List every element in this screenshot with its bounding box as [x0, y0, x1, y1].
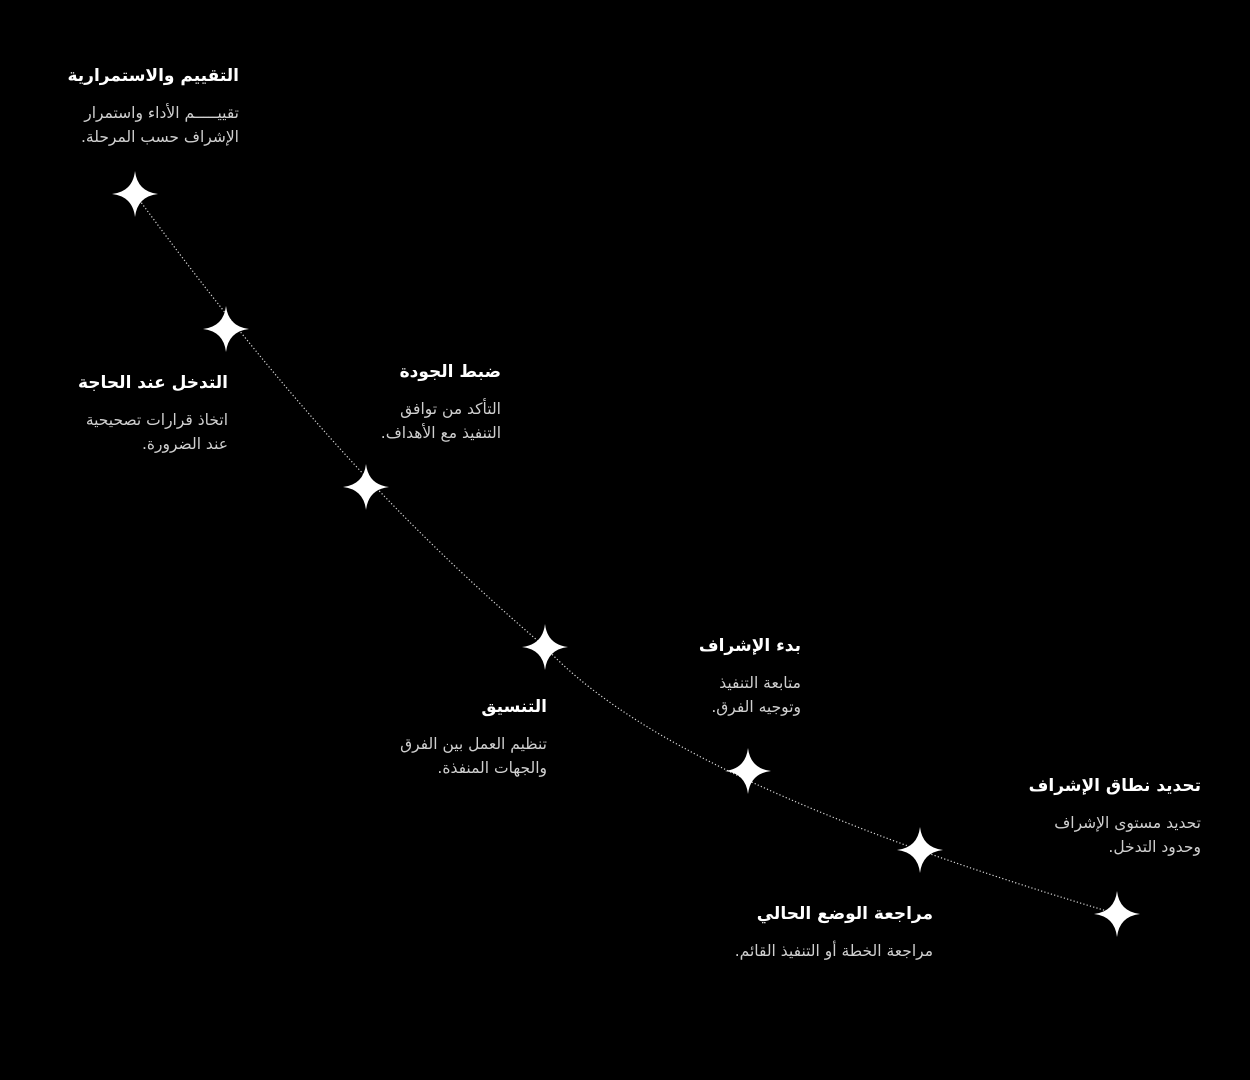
step-7-desc-line-2: الإشراف حسب المرحلة. [80, 128, 239, 146]
step-5-star-icon [343, 464, 389, 510]
step-4 [400, 696, 547, 780]
step-6-desc-line-2: عند الضرورة. [141, 435, 228, 453]
step-2-description [735, 939, 933, 963]
step-3-desc-line-2: وتوجيه الفرق. [711, 698, 801, 716]
step-1-desc-line-2: وحدود التدخل. [1108, 838, 1201, 856]
step-1-title: تحديد نطاق الإشراف [1028, 776, 1201, 796]
step-3 [699, 635, 801, 719]
step-1-desc-line-1: تحديد مستوى الإشراف [1054, 814, 1201, 832]
step-3-desc-line-1: متابعة التنفيذ [719, 674, 801, 692]
step-3-star-icon [725, 748, 771, 794]
step-7-star-icon [112, 171, 158, 217]
step-1-description [1029, 811, 1201, 859]
step-2-desc-line-1: مراجعة الخطة أو التنفيذ القائم. [734, 942, 933, 960]
step-2-title: مراجعة الوضع الحالي [756, 904, 933, 924]
step-2 [735, 903, 933, 963]
step-5-description [381, 397, 501, 445]
step-7-description [67, 101, 239, 149]
step-6-star-icon [203, 306, 249, 352]
step-2-star-icon [897, 827, 943, 873]
step-5 [381, 361, 501, 445]
step-3-title: بدء الإشراف [698, 636, 801, 656]
step-4-desc-line-2: والجهات المنفذة. [437, 759, 547, 777]
step-1 [1029, 775, 1201, 859]
step-4-description [400, 732, 547, 780]
step-4-desc-line-1: تنظيم العمل بين الفرق [400, 735, 547, 753]
step-7 [67, 65, 239, 149]
step-7-desc-line-1: تقييـــــم الأداء واستمرار [84, 104, 239, 122]
step-4-title: التنسيق [481, 697, 547, 717]
step-1-star-icon [1094, 891, 1140, 937]
step-6-desc-line-1: اتخاذ قرارات تصحيحية [85, 411, 228, 429]
step-6-description [78, 408, 228, 456]
step-5-desc-line-1: التأكد من توافق [400, 400, 501, 418]
step-3-description [699, 671, 801, 719]
connector-path [135, 194, 1117, 914]
step-5-desc-line-2: التنفيذ مع الأهداف. [380, 424, 501, 442]
step-6-title: التدخل عند الحاجة [77, 373, 228, 393]
step-4-star-icon [522, 624, 568, 670]
step-6 [78, 372, 228, 456]
step-7-title: التقييم والاستمرارية [67, 66, 239, 86]
step-5-title: ضبط الجودة [399, 362, 501, 382]
